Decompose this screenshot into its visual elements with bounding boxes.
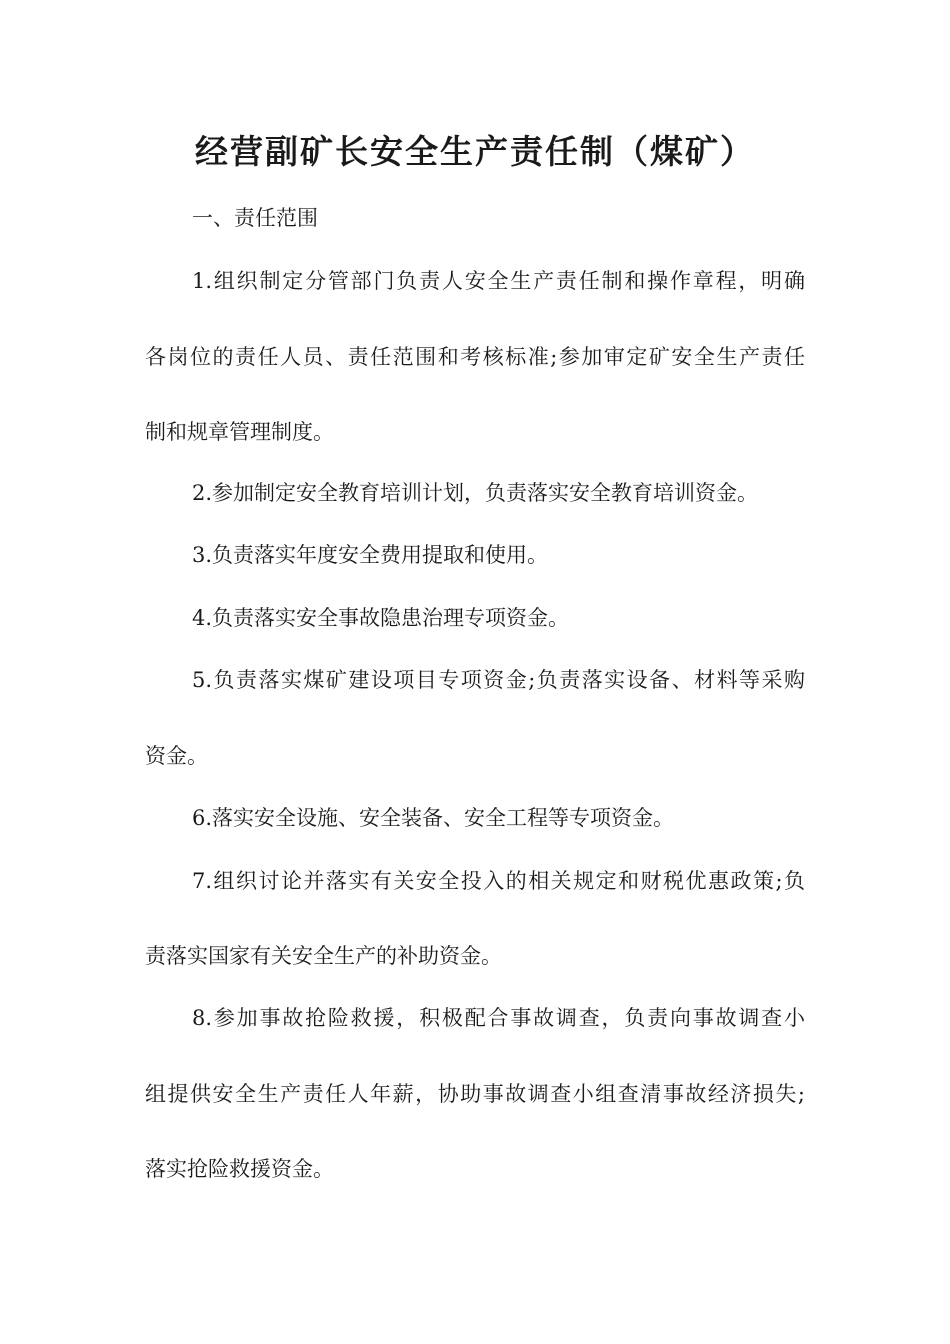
paragraph-line: 5.负责落实煤矿建设项目专项资金;负责落实设备、材料等采购 — [192, 668, 805, 692]
paragraph-line: 7.组织讨论并落实有关安全投入的相关规定和财税优惠政策;负 — [192, 869, 805, 893]
paragraph-line: 资金。 — [145, 744, 208, 768]
paragraph-line: 制和规章管理制度。 — [145, 420, 334, 444]
paragraph-line: 2.参加制定安全教育培训计划，负责落实安全教育培训资金。 — [192, 481, 759, 505]
paragraph-line: 各岗位的责任人员、责任范围和考核标准;参加审定矿安全生产责任 — [145, 345, 805, 369]
paragraph-line: 6.落实安全设施、安全装备、安全工程等专项资金。 — [192, 806, 675, 830]
paragraph-line: 3.负责落实年度安全费用提取和使用。 — [192, 543, 549, 567]
document-title: 经营副矿长安全生产责任制（煤矿） — [195, 132, 755, 171]
paragraph-line: 责落实国家有关安全生产的补助资金。 — [145, 944, 502, 968]
paragraph-line: 组提供安全生产责任人年薪，协助事故调查小组查清事故经济损失; — [145, 1082, 805, 1106]
section-heading: 一、责任范围 — [192, 206, 318, 230]
paragraph-line: 1.组织制定分管部门负责人安全生产责任制和操作章程，明确 — [192, 269, 805, 293]
paragraph-line: 落实抢险救援资金。 — [145, 1157, 334, 1181]
paragraph-line: 4.负责落实安全事故隐患治理专项资金。 — [192, 606, 570, 630]
paragraph-line: 8.参加事故抢险救援，积极配合事故调查，负责向事故调查小 — [192, 1006, 805, 1030]
